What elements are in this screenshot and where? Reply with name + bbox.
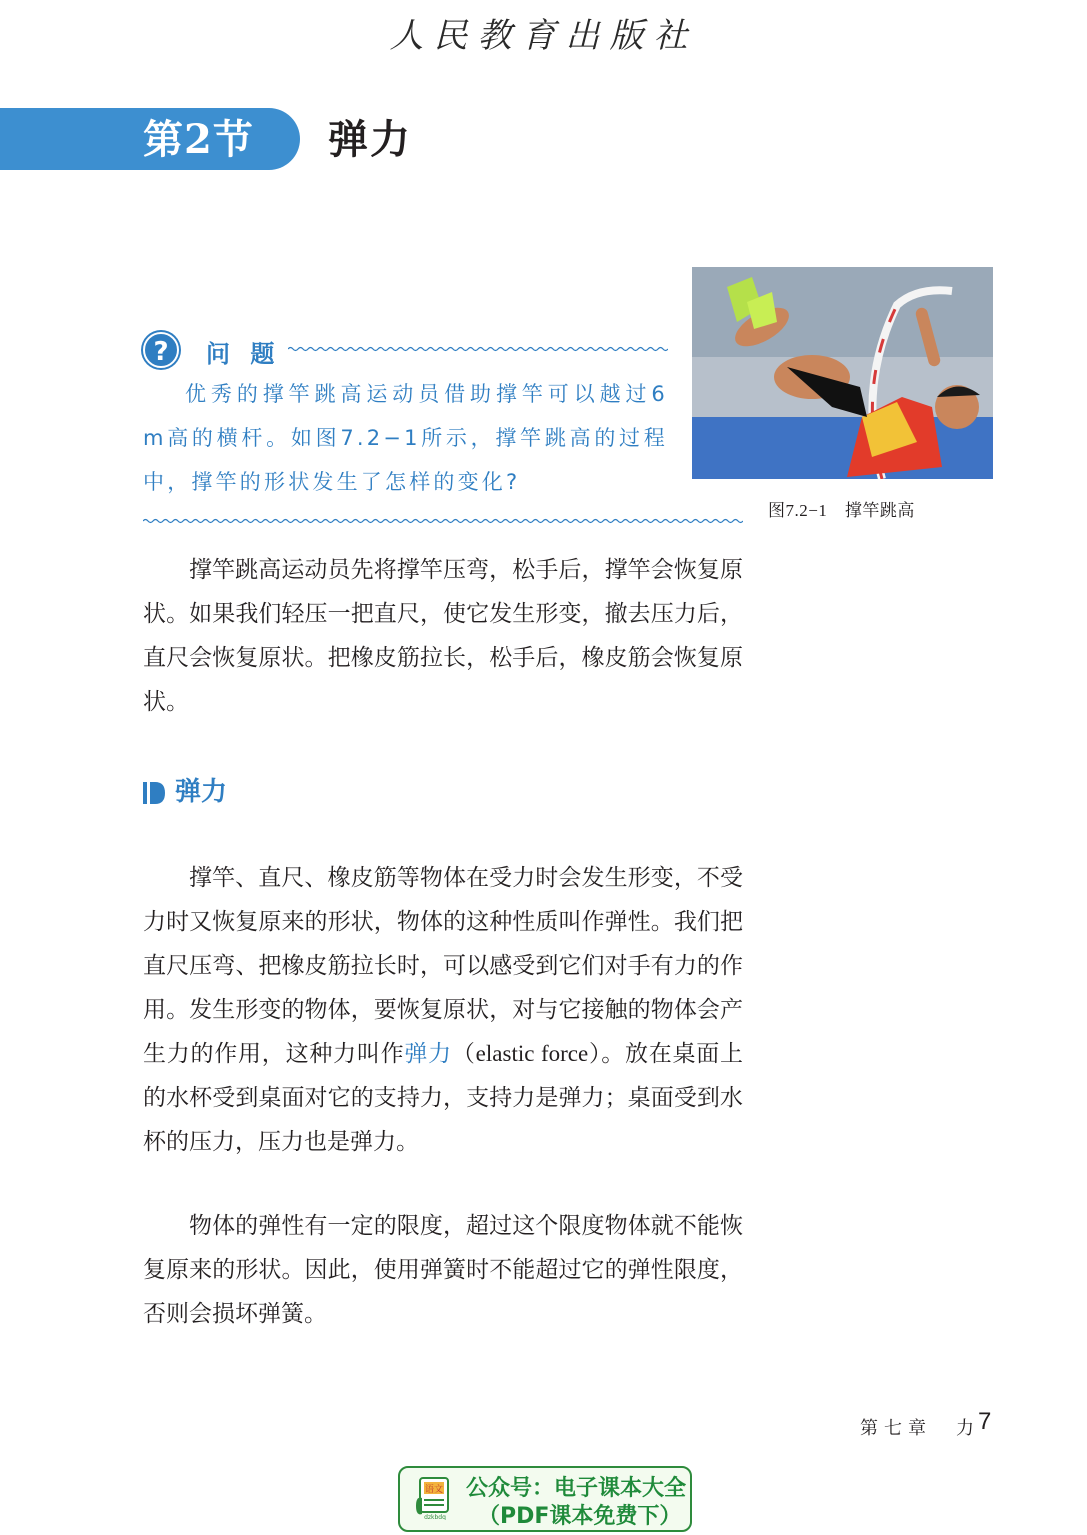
book-icon-label: 语文	[424, 1485, 444, 1495]
publisher-logo: 人民教育出版社	[389, 16, 698, 56]
term-english: （elastic force）	[451, 1041, 602, 1066]
paragraph-1	[143, 548, 743, 724]
section-title: 弹力	[328, 116, 412, 163]
figure-caption: 图7.2−1 撑竿跳高	[768, 501, 915, 520]
paragraph-2-after: 。放在桌面上的水杯受到桌面对它的支持力，支持力是弹力；桌面受到水杯的压力，压力也是弹力。	[143, 1041, 744, 1155]
wavy-divider-top	[288, 344, 668, 354]
book-icon	[414, 1476, 456, 1520]
paragraph-2-text	[143, 856, 743, 1164]
watermark-line-1: 公众号：电子课本大全	[466, 1476, 687, 1501]
paragraph-3	[143, 1204, 743, 1336]
question-mark-icon: ?	[143, 332, 179, 368]
paragraph-1-text: 撑竿跳高运动员先将撑竿压弯，松手后，撑竿会恢复原状。如果我们轻压一把直尺，使它发生形变，撤去压力后，直尺会恢复原状。把橡皮筋拉长，松手后，橡皮筋会恢复原状。	[143, 557, 743, 715]
paragraph-2	[143, 856, 743, 1164]
watermark-banner	[398, 1466, 692, 1532]
paragraph-3-text: 物体的弹性有一定的限度，超过这个限度物体就不能恢复原来的形状。因此，使用弹簧时不能超过它的弹性限度，否则会损坏弹簧。	[143, 1213, 743, 1327]
question-label: 问 题	[206, 340, 281, 368]
subheading-elastic-force	[143, 772, 227, 812]
subheading-text: 弹力	[175, 777, 228, 807]
section-marker-icon	[143, 780, 165, 806]
section-number: 第2节	[143, 116, 254, 163]
wavy-divider-bottom	[143, 516, 743, 526]
page-number: 7	[978, 1408, 992, 1435]
paragraph-2-before: 撑竿、直尺、橡皮筋等物体在受力时会发生形变，不受力时又恢复原来的形状，物体的这种性质叫作弹性。我们把直尺压弯、把橡皮筋拉长时，可以感受到它们对手有力的作用。发生形变的物体，要恢复原状，对与它接触的物体会产生力的作用，这种力叫作	[143, 865, 743, 1067]
term-elastic-force: 弹力	[404, 1041, 452, 1067]
chapter-footer: 第七章 力	[860, 1418, 980, 1439]
book-icon-caption: dzkbdq	[424, 1514, 446, 1520]
pole-vault-photo	[692, 267, 993, 479]
watermark-line-2: （PDF课本免费下）	[478, 1504, 682, 1529]
question-text	[143, 372, 668, 504]
question-line: 优秀的撑竿跳高运动员借助撑竿可以越过6 m高的横杆。如图7.2−1所示，撑竿跳高的过程中，撑竿的形状发生了怎样的变化?	[143, 382, 668, 494]
